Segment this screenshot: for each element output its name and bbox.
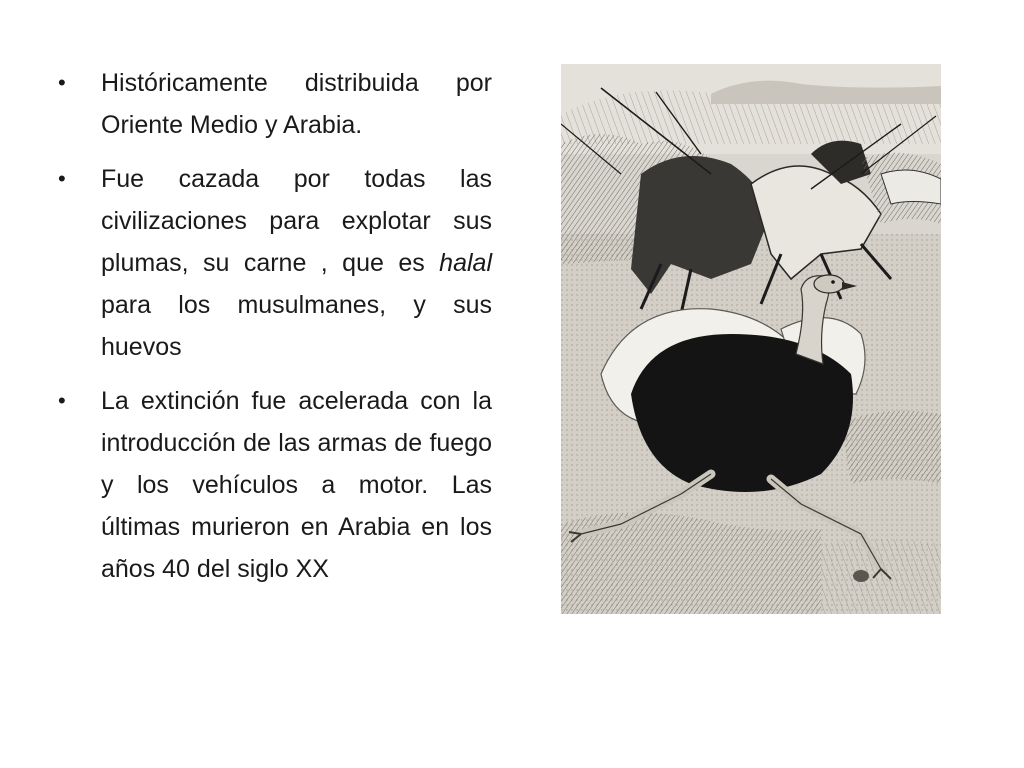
bullet-text-start: Fue cazada por todas las civilizaciones para explotar sus plumas, su carne , que es (101, 165, 492, 277)
stone (853, 570, 869, 582)
bullet-item (58, 158, 492, 368)
ostrich-eye (831, 280, 835, 284)
ostrich-hunt-engraving (561, 64, 941, 614)
foreground-grass-right (821, 539, 941, 614)
ostrich-head (814, 275, 844, 293)
bullet-marker: • (58, 70, 66, 95)
bullet-marker: • (58, 166, 66, 191)
bullet-marker: • (58, 388, 66, 413)
bullet-text: Históricamente distribuida por Oriente Medio y Arabia. (101, 69, 492, 139)
engraving-drawing (561, 64, 941, 614)
bullet-item (58, 380, 492, 590)
bush-right (841, 411, 941, 484)
bullet-list (58, 62, 492, 602)
bullet-item (58, 62, 492, 146)
bullet-text: La extinción fue acelerada con la introducción de las armas de fuego y los vehículos a motor. Las últimas murieron en Arabia en los años 40 del siglo XX (101, 387, 492, 583)
bullet-text-end: para los musulmanes, y sus huevos (101, 291, 492, 361)
bullet-text-italic: halal (439, 249, 492, 277)
